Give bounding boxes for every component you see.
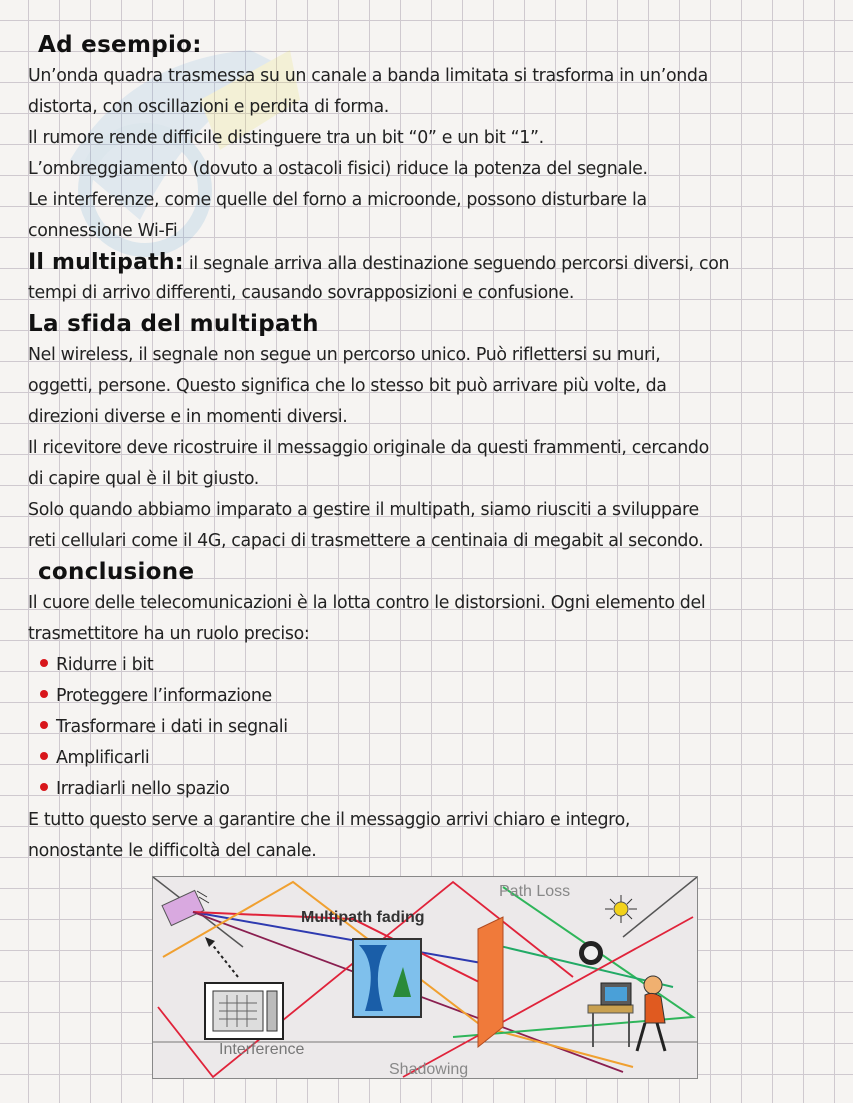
text-line: Le interferenze, come quelle del forno a microonde, possono disturbare la [28,190,647,210]
text-line: di capire qual è il bit giusto. [28,469,259,489]
bullet-dot-icon [40,752,48,760]
list-item: Irradiarli nello spazio [28,774,828,805]
text-line: Un’onda quadra trasmessa su un canale a banda limitata si trasforma in un’onda [28,66,708,86]
heading-ad-esempio: Ad esempio: [38,32,202,58]
text-line: Nel wireless, il segnale non segue un percorso unico. Può riflettersi su muri, [28,345,661,365]
list-item: Ridurre i bit [28,650,828,681]
wall-obstacle [478,917,503,1047]
room-edge [623,877,697,937]
microwave-icon [205,983,283,1039]
multipath-text: il segnale arriva alla destinazione seguendo percorsi diversi, con [183,254,730,274]
text-line: Solo quando abbiamo imparato a gestire il multipath, siamo riusciti a sviluppare [28,500,699,520]
text-line: direzioni diverse e in momenti diversi. [28,407,348,427]
text-line: Il cuore delle telecomunicazioni è la lotta contro le distorsioni. Ogni elemento del [28,593,706,613]
bullet-dot-icon [40,783,48,791]
multipath-label: Il multipath: [28,250,184,275]
interference-arrow [211,943,238,977]
list-item: Proteggere l’informazione [28,681,828,712]
note-page [28,30,828,867]
interference-label: Interference [219,1041,305,1058]
receiver-computer-icon [588,976,665,1051]
path-loss-label: Path Loss [499,883,571,900]
multipath-definition [28,247,828,278]
list-item: Amplificarli [28,743,828,774]
text-line: reti cellulari come il 4G, capaci di trasmettere a centinaia di megabit al secondo. [28,531,704,551]
text-line: connessione Wi-Fi [28,221,178,241]
text-line: trasmettitore ha un ruolo preciso: [28,624,310,644]
text-line: nonostante le difficoltà del canale. [28,841,317,861]
heading-sfida-multipath: La sfida del multipath [28,311,319,337]
bullet-dot-icon [40,690,48,698]
text-line: Il rumore rende difficile distinguere tra un bit “0” e un bit “1”. [28,128,544,148]
window-icon [353,939,421,1017]
text-line: E tutto questo serve a garantire che il messaggio arrivi chiaro e integro, [28,810,631,830]
text-line: tempi di arrivo differenti, causando sovrapposizioni e confusione. [28,283,575,303]
text-line: oggetti, persone. Questo significa che lo stesso bit può arrivare più volte, da [28,376,667,396]
shadowing-label: Shadowing [389,1061,469,1078]
text-line: distorta, con oscillazioni e perdita di forma. [28,97,389,117]
clock-icon [579,941,603,965]
list-item: Trasformare i dati in segnali [28,712,828,743]
heading-conclusione: conclusione [38,559,195,585]
text-line: L’ombreggiamento (dovuto a ostacoli fisici) riduce la potenza del segnale. [28,159,648,179]
lamp-icon [605,895,637,923]
transmitter-icon [162,890,209,925]
bullet-dot-icon [40,721,48,729]
wireless-impairments-figure [152,876,698,1079]
bullet-dot-icon [40,659,48,667]
text-line: Il ricevitore deve ricostruire il messaggio originale da questi frammenti, cercando [28,438,709,458]
multipath-fading-label: Multipath fading [301,909,425,926]
